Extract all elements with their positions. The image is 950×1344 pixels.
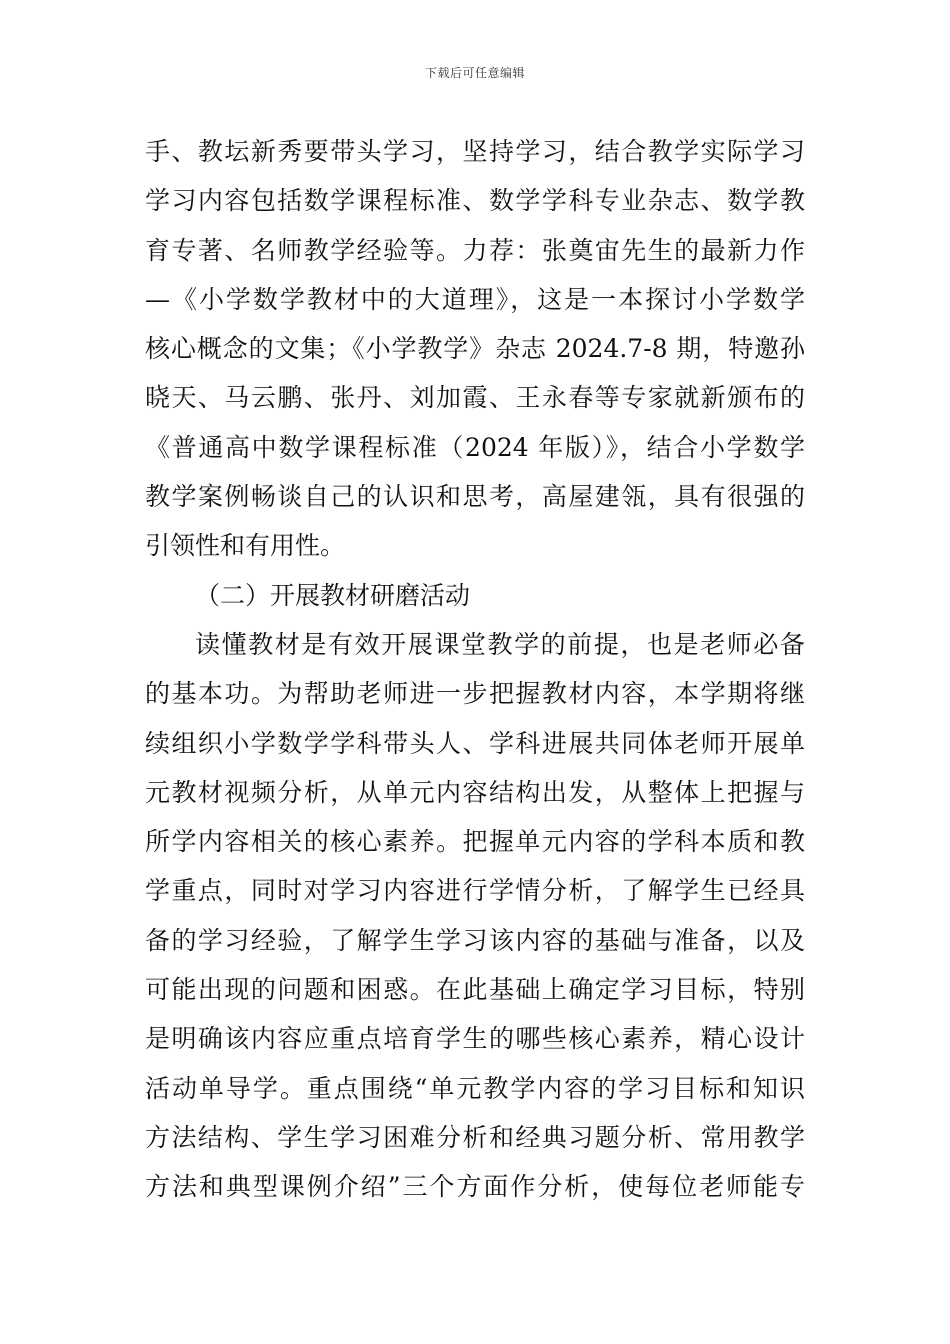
paragraph-line: 手、教坛新秀要带头学习，坚持学习，结合教学实际学习 — [145, 137, 805, 166]
paragraph-line: 方法和典型课例介绍”三个方面作分析，使每位老师能专 — [145, 1172, 805, 1202]
paragraph-line: 学重点，同时对学习内容进行学情分析，了解学生已经具 — [145, 876, 805, 906]
paragraph-line: 读懂教材是有效开展课堂教学的前提，也是老师必备 — [195, 629, 805, 659]
paragraph-line: 学习内容包括数学课程标准、数学学科专业杂志、数学教 — [145, 186, 805, 216]
paragraph-line: 的基本功。为帮助老师进一步把握教材内容，本学期将继 — [145, 679, 805, 709]
paragraph-line: 活动单导学。重点围绕“单元教学内容的学习目标和知识 — [145, 1073, 805, 1103]
document-body — [145, 127, 805, 1212]
paragraph-line: 教学案例畅谈自己的认识和思考，高屋建瓴，具有很强的 — [145, 482, 805, 512]
paragraph-line: —《小学数学教材中的大道理》，这是一本探讨小学数学 — [145, 284, 805, 314]
paragraph-line: 备的学习经验，了解学生学习该内容的基础与准备，以及 — [145, 925, 805, 955]
paragraph-line: 育专著、名师教学经验等。力荐：张奠宙先生的最新力作 — [145, 235, 805, 265]
paragraph-line: 方法结构、学生学习困难分析和经典习题分析、常用教学 — [145, 1122, 805, 1152]
paragraph-line: 是明确该内容应重点培育学生的哪些核心素养，精心设计 — [145, 1024, 805, 1054]
paragraph-line: 核心概念的文集；《小学教学》杂志 2024.7-8 期，特邀孙 — [145, 334, 805, 364]
paragraph-line: 所学内容相关的核心素养。把握单元内容的学科本质和教 — [145, 827, 805, 857]
paragraph-line: 续组织小学数学学科带头人、学科进展共同体老师开展单 — [145, 728, 805, 758]
section-heading: （二）开展教材研磨活动 — [195, 580, 471, 610]
paragraph-line: 可能出现的问题和困惑。在此基础上确定学习目标，特别 — [145, 975, 805, 1005]
paragraph-line: 引领性和有用性。 — [145, 531, 346, 561]
paragraph-line: 元教材视频分析，从单元内容结构出发，从整体上把握与 — [145, 777, 805, 807]
page-header: 下载后可任意编辑 — [424, 66, 525, 80]
paragraph-line: 《普通高中数学课程标准（2024 年版）》，结合小学数学 — [145, 432, 805, 462]
paragraph-line: 晓天、马云鹏、张丹、刘加霞、王永春等专家就新颁布的 — [145, 383, 805, 413]
